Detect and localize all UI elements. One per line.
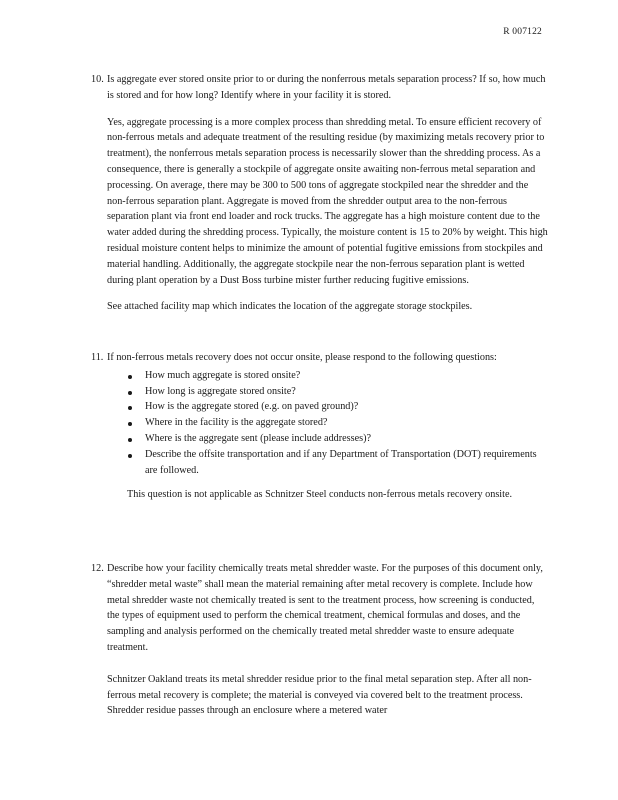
question-11	[91, 350, 549, 503]
list-item: How is the aggregate stored (e.g. on paved ground)?	[121, 399, 549, 415]
question-text: Describe how your facility chemically treats metal shredder waste. For the purposes of this document only, “shredder metal waste” shall mean the material remaining after metal recovery is complete. Include how metal shredder waste not chemically treated is sent to the treatment process, how screening is conducted, the types of equipment used to perform the chemical treatment, chemical formulas and doses, and the sampling and analysis performed on the chemically treated metal shredder waste to ensure adequate treatment.	[107, 563, 543, 653]
question-text: If non-ferrous metals recovery does not occur onsite, please respond to the following questions:	[107, 352, 497, 363]
answer-paragraph: Schnitzer Oakland treats its metal shredder residue prior to the final metal separation step. After all non-ferrous metal recovery is complete; the material is conveyed via covered belt to the treatment process. Shredder residue passes through an enclosure where a metered water	[107, 673, 532, 717]
list-item: Where in the facility is the aggregate stored?	[121, 415, 549, 431]
list-item: Describe the offsite transportation and if any Department of Transportation (DOT) requirements are followed.	[121, 447, 549, 479]
question-number: 10.	[91, 74, 104, 85]
list-item: How much aggregate is stored onsite?	[121, 368, 549, 384]
answer-paragraph: Yes, aggregate processing is a more complex process than shredding metal. To ensure efficient recovery of non-ferrous metals and adequate treatment of the resulting residue (by maximizing metals recovery prior to treatment), the nonferrous metals separation process is necessarily slower than the shredding process. As a consequence, there is generally a stockpile of aggregate onsite awaiting non-ferrous metal separation and processing. On average, there may be 300 to 500 tons of aggregate stockpiled near the shredder and the non-ferrous separation plant. Aggregate is moved from the shredder output area to the non-ferrous separation plant via front end loader and rock trucks. The aggregate has a high moisture content due to the water added during the shredding process. Typically, the moisture content is 15 to 20% by weight. This high residual moisture content helps to minimize the amount of potential fugitive emissions from stockpiles and material handling. Additionally, the aggregate stockpile near the non-ferrous separation plant is wetted during plant operation by a Dust Boss turbine mister further reducing fugitive emissions.	[107, 116, 548, 286]
answer-paragraph: This question is not applicable as Schnitzer Steel conducts non-ferrous metals recovery onsite.	[127, 489, 513, 501]
bullet-list	[121, 368, 549, 479]
question-text: Is aggregate ever stored onsite prior to or during the nonferrous metals separation process? If so, how much is stored and for how long? Identify where in your facility it is stored.	[107, 74, 546, 101]
list-item: Where is the aggregate sent (please include addresses)?	[121, 431, 549, 447]
question-number: 12.	[91, 563, 104, 574]
answer-note: See attached facility map which indicates the location of the aggregate storage stockpiles.	[107, 301, 473, 313]
question-12	[91, 561, 549, 719]
list-item: How long is aggregate stored onsite?	[121, 384, 549, 400]
question-number: 11.	[91, 352, 104, 363]
page-id: R 007122	[503, 27, 542, 37]
question-10	[91, 72, 549, 315]
